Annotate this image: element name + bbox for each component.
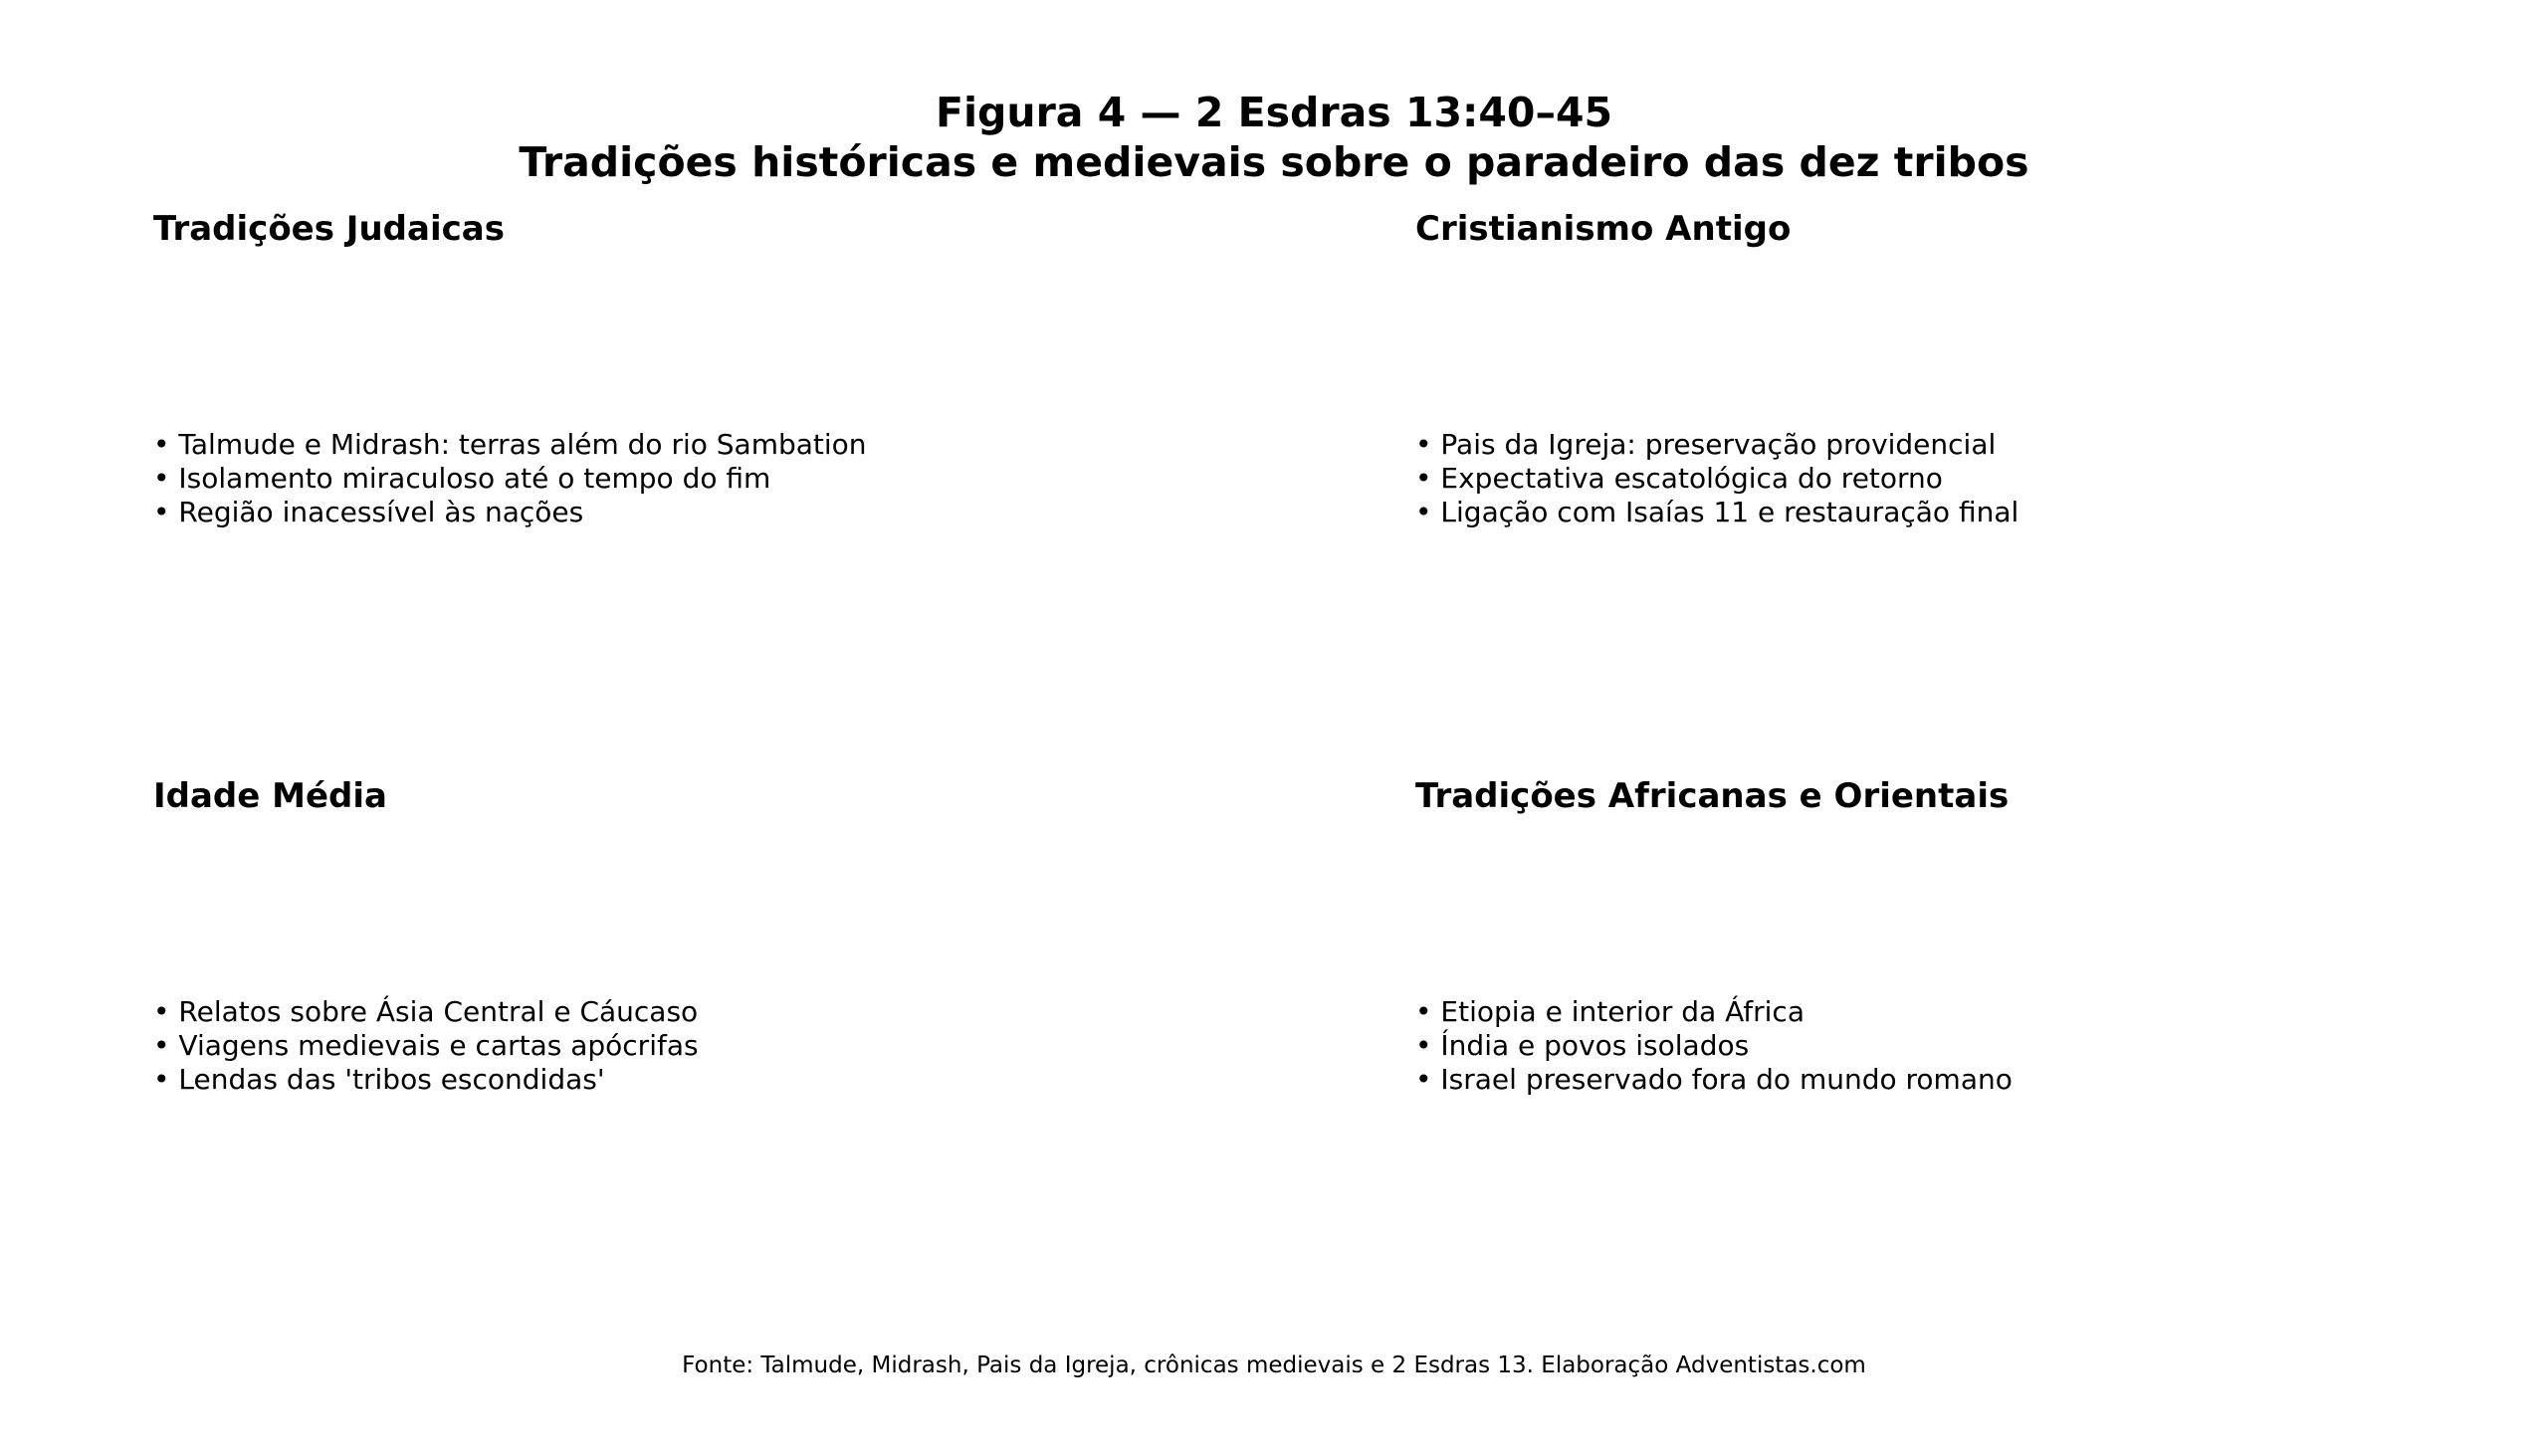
figure-title-line-2: Tradições históricas e medievais sobre o paradeiro das dez tribos xyxy=(519,138,2029,186)
section-heading: Idade Média xyxy=(153,776,387,816)
section-heading: Tradições Judaicas xyxy=(153,209,505,249)
section-early-christianity xyxy=(1415,209,2019,528)
section-african-eastern-traditions xyxy=(1415,776,2013,1096)
list-item: • Viagens medievais e cartas apócrifas xyxy=(153,1029,699,1062)
list-item: • Relatos sobre Ásia Central e Cáucaso xyxy=(153,995,699,1028)
section-jewish-traditions xyxy=(153,209,867,528)
section-heading: Tradições Africanas e Orientais xyxy=(1415,776,2010,816)
list-item: • Isolamento miraculoso até o tempo do fim xyxy=(153,462,771,495)
list-item: • Lendas das 'tribos escondidas' xyxy=(153,1063,605,1096)
section-list xyxy=(153,428,867,529)
section-middle-ages xyxy=(153,776,699,1096)
list-item: • Expectativa escatológica do retorno xyxy=(1415,462,1943,495)
section-list xyxy=(1415,995,2013,1097)
list-item: • Israel preservado fora do mundo romano xyxy=(1415,1063,2013,1096)
figure-title xyxy=(0,88,2548,187)
list-item: • Talmude e Midrash: terras além do rio Sambation xyxy=(153,428,867,461)
list-item: • Pais da Igreja: preservação providencial xyxy=(1415,428,1997,461)
figure-title-line-1: Figura 4 — 2 Esdras 13:40–45 xyxy=(935,89,1613,136)
section-list xyxy=(153,995,699,1097)
list-item: • Índia e povos isolados xyxy=(1415,1029,1750,1062)
list-item: • Ligação com Isaías 11 e restauração final xyxy=(1415,496,2019,528)
section-list xyxy=(1415,428,2018,529)
list-item: • Etiopia e interior da África xyxy=(1415,995,1805,1028)
section-heading: Cristianismo Antigo xyxy=(1415,209,1792,249)
list-item: • Região inacessível às nações xyxy=(153,496,584,528)
source-footer: Fonte: Talmude, Midrash, Pais da Igreja, crônicas medievais e 2 Esdras 13. Elaboração Adventistas.com xyxy=(682,1352,1866,1378)
